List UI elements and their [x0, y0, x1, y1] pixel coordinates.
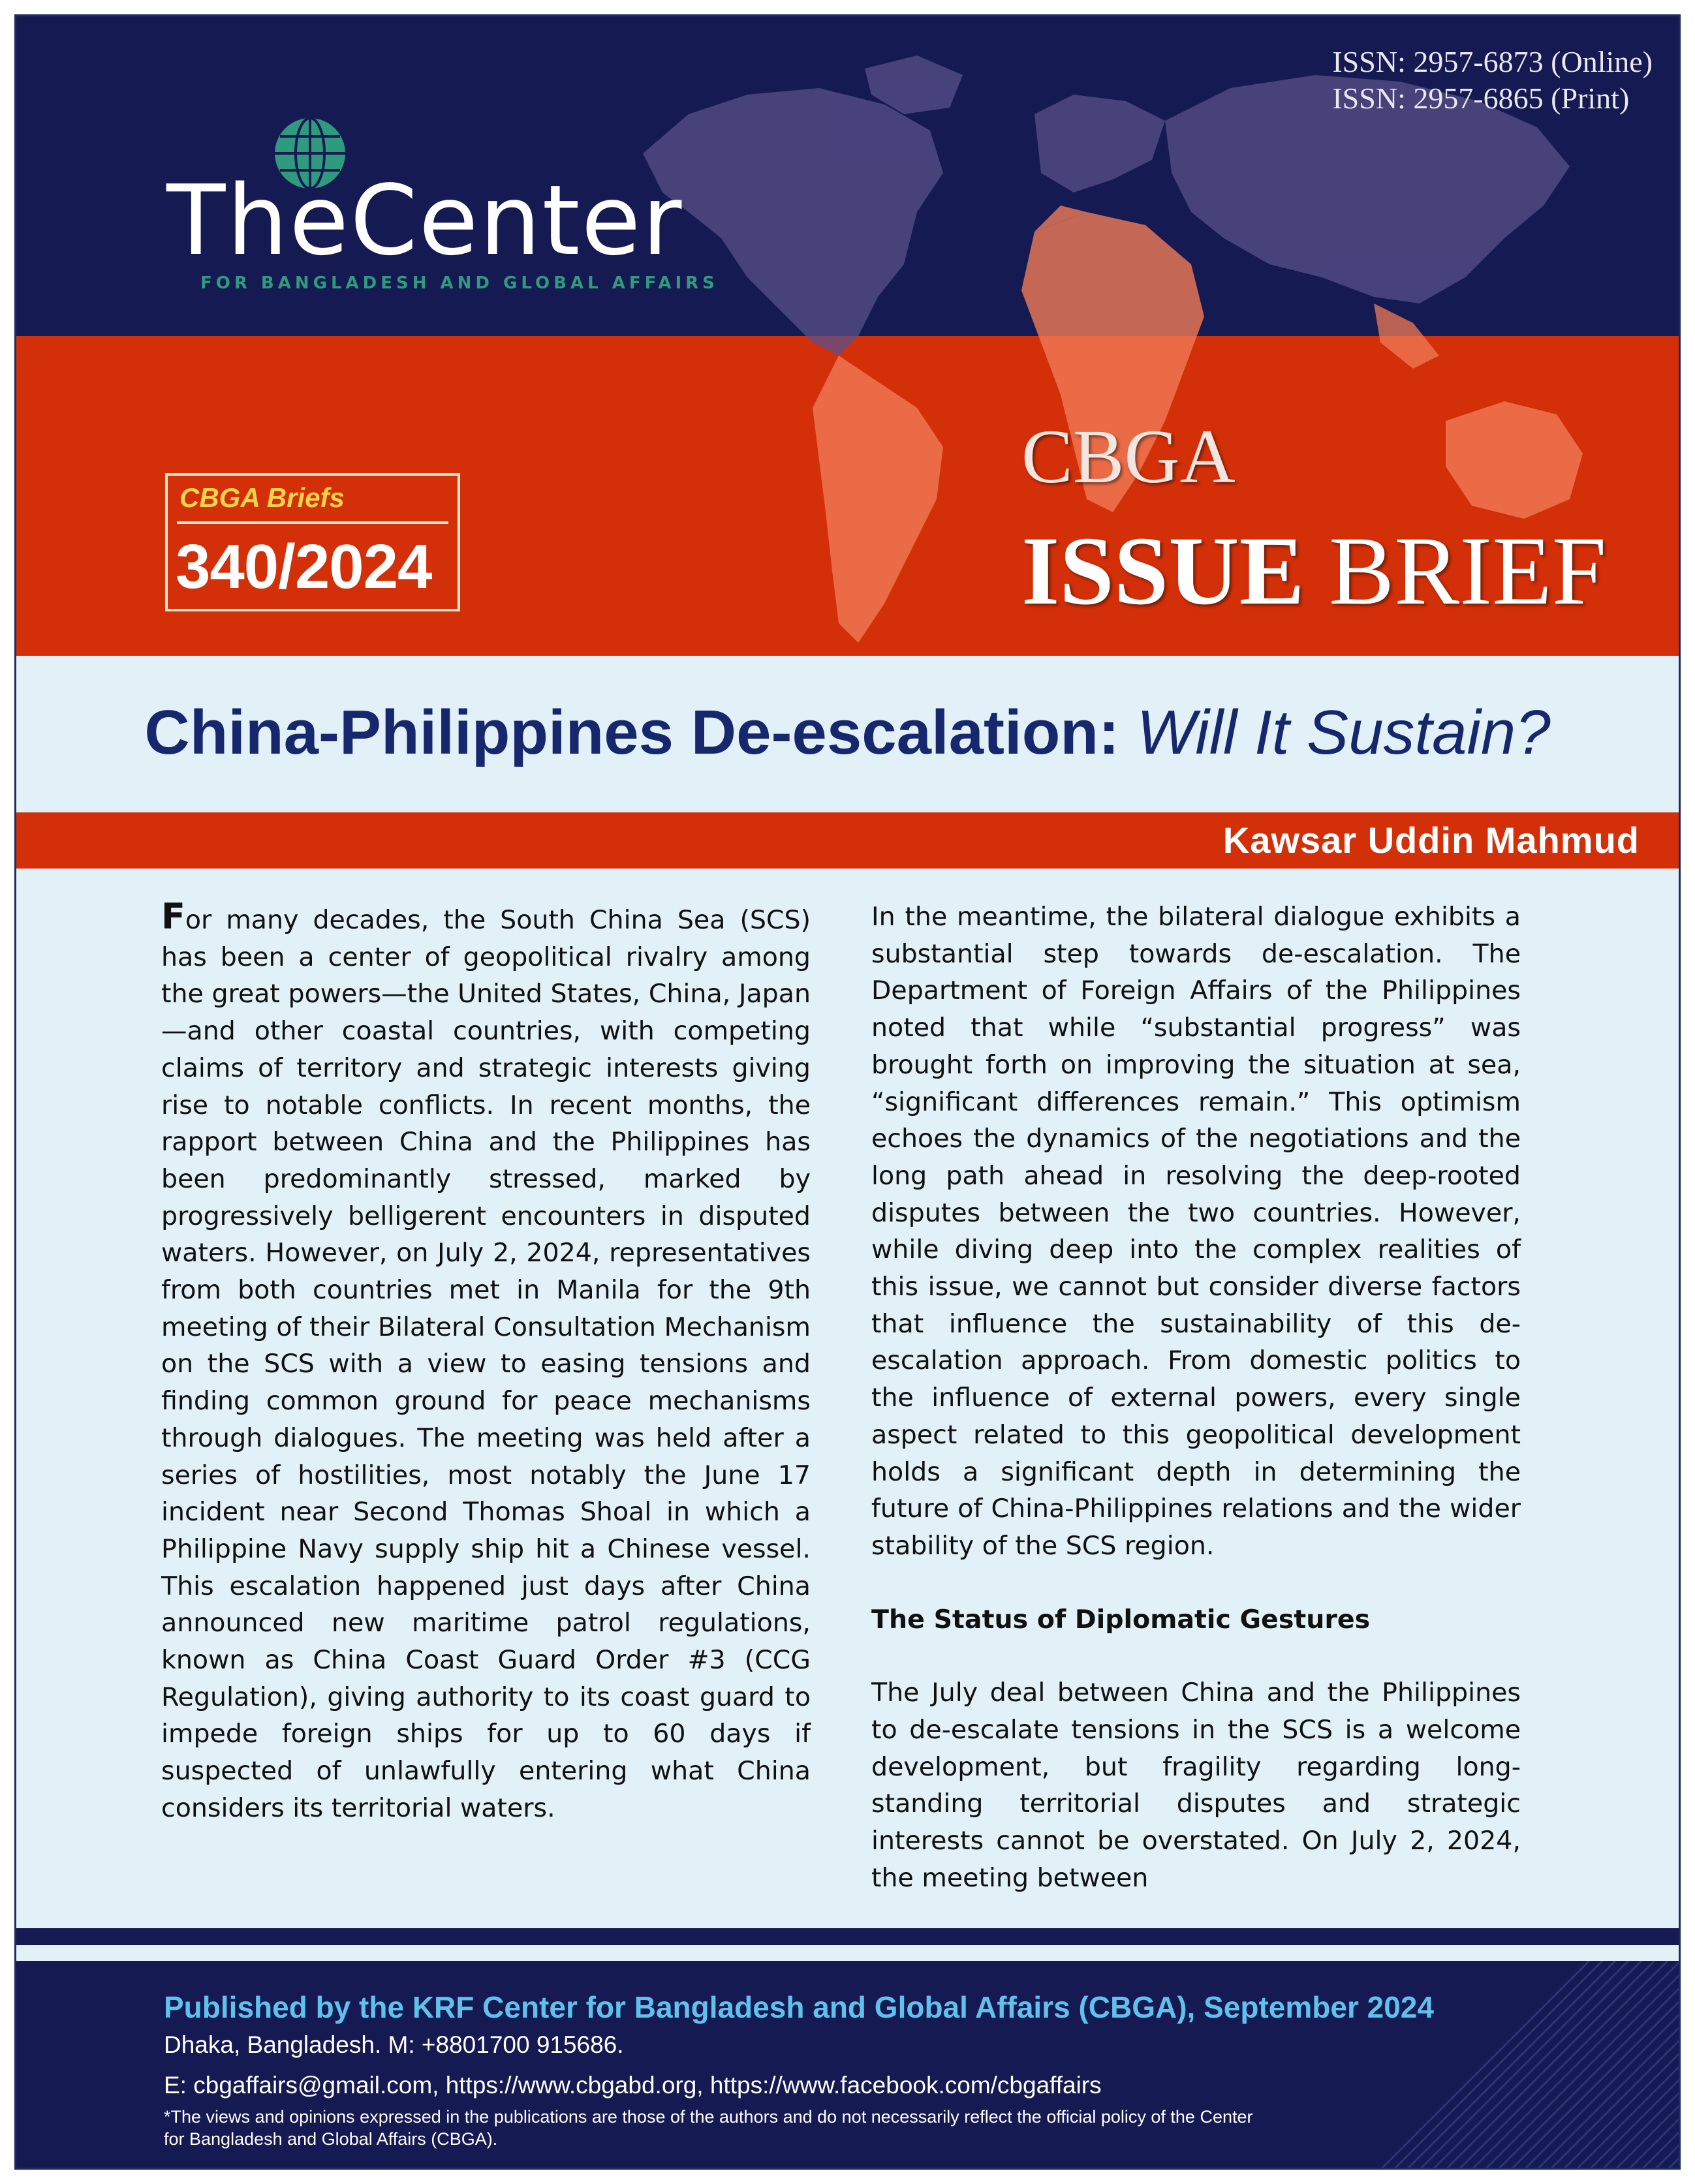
page-frame: [14, 14, 1681, 2170]
logo-title: TheCenter: [166, 164, 683, 277]
address-line: Dhaka, Bangladesh. M: +8801700 915686.: [164, 2031, 624, 2058]
publisher-line: Published by the KRF Center for Bangladesh and Global Affairs (CBGA), September 2024: [164, 1990, 1434, 2024]
article-title-main: China-Philippines De-escalation:: [144, 698, 1119, 767]
brief-number-box: [165, 473, 460, 611]
footer-rule: [16, 1928, 1679, 1945]
author-band: [16, 812, 1679, 869]
issue-word: ISSUE: [1021, 517, 1305, 625]
title-area: [16, 656, 1679, 812]
map-south-america: [813, 356, 943, 643]
right-column: [871, 899, 1521, 1897]
issn-print: ISSN: 2957-6865 (Print): [1332, 82, 1630, 115]
map-europe: [1034, 95, 1165, 192]
map-asia: [1165, 75, 1570, 369]
footer: [16, 1961, 1679, 2170]
brief-series-label: CBGA Briefs: [179, 482, 345, 513]
section-heading: The Status of Diplomatic Gestures: [871, 1604, 1371, 1635]
map-australia: [1446, 401, 1583, 519]
contact-line[interactable]: E: cbgaffairs@gmail.com, https://www.cbgabd.org, https://www.facebook.com/cbgaffairs: [164, 2072, 1102, 2099]
left-column: [161, 896, 811, 1827]
issn-block: [1332, 44, 1653, 117]
drop-cap: F: [161, 896, 185, 937]
paragraph-3: The July deal between China and the Philippines to de-escalate tensions in the SCS is a welcome development, but fragility regarding long-standing territorial disputes and strategic interests cannot be overstated. On July 2, 2024, the meeting between: [871, 1678, 1521, 1893]
map-north-america: [643, 55, 963, 356]
article-title: [16, 694, 1679, 772]
paragraph-2: In the meantime, the bilateral dialogue exhibits a substantial step towards de-escalation. The Department of Foreign Affairs of the Philippines noted that while “substantial progress” was brought forth on improving the situation at sea, “significant differences remain.” This optimism echoes the dynamics of the negotiations and the long path ahead in resolving the deep-rooted disputes between the two countries. However, while diving deep into the complex realities of this issue, we cannot but consider diverse factors that influence the sustainability of this de-escalation approach. From domestic politics to the influence of external powers, every single aspect related to this geopolitical development holds a significant depth in determining the future of China-Philippines relations and the wider stability of the SCS region.: [871, 902, 1521, 1561]
paragraph-1: [161, 896, 811, 1827]
cbga-heading: CBGA: [1021, 414, 1236, 499]
issn-online: ISSN: 2957-6873 (Online): [1332, 45, 1653, 78]
brief-number: 340/2024: [176, 532, 432, 602]
paragraph-1-text: or many decades, the South China Sea (SCS) has been a center of geopolitical rivalry among the great powers—the United States, China, Japan—and other coastal countries, with competing claims of territory and strategic interests giving rise to notable conflicts. In recent months, the rapport between China and the Philippines has been predominantly stressed, marked by progressively belligerent encounters in disputed waters. However, on July 2, 2024, representatives from both countries met in Manila for the 9th meeting of their Bilateral Consultation Mechanism on the SCS with a view to easing tensions and finding common ground for peace mechanisms through dialogues. The meeting was held after a series of hostilities, most notably the June 17 incident near Second Thomas Shoal in which a Philippine Navy supply ship hit a Chinese vessel. This escalation happened just days after China announced new maritime patrol regulations, known as China Coast Guard Order #3 (CCG Regulation), giving authority to its coast guard to impede foreign ships for up to 60 days if suspected of unlawfully entering what China considers its territorial waters.: [161, 905, 811, 1823]
brief-word: BRIEF: [1329, 517, 1607, 625]
author-name: Kawsar Uddin Mahmud: [1222, 820, 1640, 861]
article-title-italic: Will It Sustain?: [1136, 698, 1551, 767]
logo-subtitle: FOR BANGLADESH AND GLOBAL AFFAIRS: [200, 273, 719, 293]
issue-brief-heading: [1021, 519, 1606, 623]
disclaimer: *The views and opinions expressed in the publications are those of the authors and do not necessarily reflect the official policy of the Center for Bangladesh and Global Affairs (CBGA).: [164, 2107, 1253, 2149]
brief-divider: [177, 521, 448, 524]
